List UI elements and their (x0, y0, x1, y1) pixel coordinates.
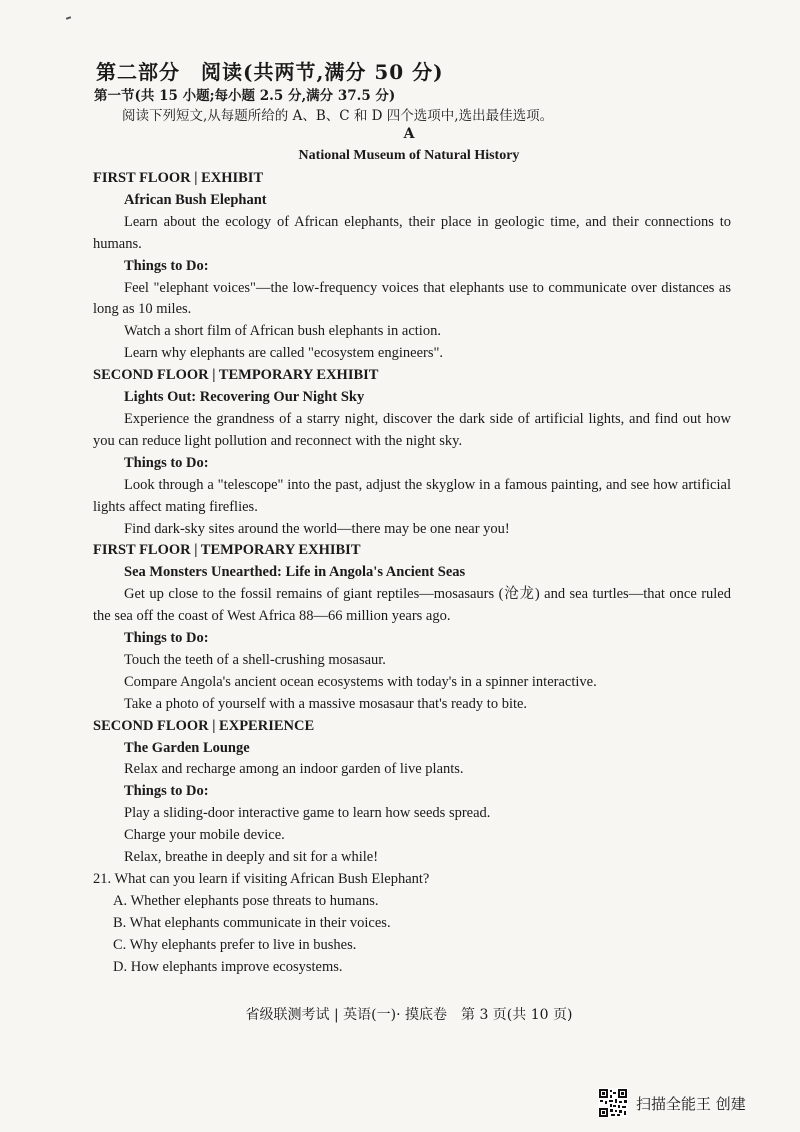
scan-speck (66, 16, 71, 20)
answer-option-c[interactable]: C. Why elephants prefer to live in bushes. (113, 936, 357, 953)
todo-item: Play a sliding-door interactive game to learn how seeds spread. (124, 805, 491, 822)
exhibit-description: Relax and recharge among an indoor garden of live plants. (124, 761, 464, 778)
answer-option-b[interactable]: B. What elephants communicate in their voices. (113, 914, 391, 931)
todo-item: Touch the teeth of a shell-crushing mosasaur. (124, 651, 386, 668)
passage-title: National Museum of Natural History (298, 148, 520, 163)
instruction: 阅读下列短文,从每题所给的 A、B、C 和 D 四个选项中,选出最佳选项。 (122, 108, 554, 124)
todo-item: Charge your mobile device. (124, 827, 285, 844)
floor-heading: SECOND FLOOR | EXPERIENCE (93, 717, 315, 734)
exhibit-description: Learn about the ecology of African elephants, their place in geologic time, and their connections to humans. (93, 213, 731, 252)
exhibit-name: The Garden Lounge (124, 739, 250, 756)
todo-item: Take a photo of yourself with a massive mosasaur that's ready to bite. (124, 695, 528, 712)
exhibit-description: Experience the grandness of a starry night, discover the dark side of artificial lights, and find out how you can reduce light pollution and reconnect with the night sky. (93, 410, 731, 449)
todo-item: Look through a "telescope" into the past, adjust the skyglow in a famous painting, and see how artificial lights affect mating fireflies. (93, 476, 731, 515)
todo-item: Compare Angola's ancient ocean ecosystems with today's in a spinner interactive. (124, 673, 597, 690)
exhibit-name: African Bush Elephant (124, 191, 267, 208)
todo-item: Watch a short film of African bush elephants in action. (124, 323, 441, 340)
things-to-do-label: Things to Do: (124, 783, 209, 800)
watermark-text: 扫描全能王 创建 (636, 1094, 746, 1113)
answer-option-a[interactable]: A. Whether elephants pose threats to humans. (113, 892, 379, 909)
things-to-do-label: Things to Do: (124, 630, 209, 647)
passage-label: A (403, 126, 415, 142)
passage-content (93, 168, 731, 979)
page-footer: 省级联测考试 | 英语(一)· 摸底卷 第 3 页(共 10 页) (245, 1007, 573, 1023)
exhibit-description: Get up close to the fossil remains of giant reptiles—mosasaurs (沧龙) and sea turtles—that once ruled the sea off the coast of West Africa 88—66 million years ago. (93, 586, 731, 625)
floor-heading: SECOND FLOOR | TEMPORARY EXHIBIT (93, 367, 379, 384)
floor-heading: FIRST FLOOR | EXHIBIT (93, 170, 264, 186)
things-to-do-label: Things to Do: (124, 454, 209, 471)
todo-item: Learn why elephants are called "ecosystem engineers". (124, 345, 444, 362)
todo-item: Find dark-sky sites around the world—there may be one near you! (124, 520, 510, 537)
answer-option-d[interactable]: D. How elephants improve ecosystems. (113, 958, 343, 975)
exhibit-name: Sea Monsters Unearthed: Life in Angola's Ancient Seas (124, 564, 466, 581)
part-title: 第二部分 阅读(共两节,满分 50 分) (96, 60, 444, 84)
question-stem: 21. What can you learn if visiting African Bush Elephant? (93, 871, 430, 887)
todo-item: Relax, breathe in deeply and sit for a while! (124, 849, 379, 866)
qr-code-icon (598, 1088, 628, 1118)
section-title: 第一节(共 15 小题;每小题 2.5 分,满分 37.5 分) (94, 88, 396, 104)
todo-item: Feel "elephant voices"—the low-frequency voices that elephants use to communicate over distances as long as 10 miles. (93, 279, 731, 318)
things-to-do-label: Things to Do: (124, 257, 209, 274)
exhibit-name: Lights Out: Recovering Our Night Sky (124, 389, 365, 406)
floor-heading: FIRST FLOOR | TEMPORARY EXHIBIT (93, 542, 361, 559)
scanner-watermark (598, 1088, 746, 1118)
